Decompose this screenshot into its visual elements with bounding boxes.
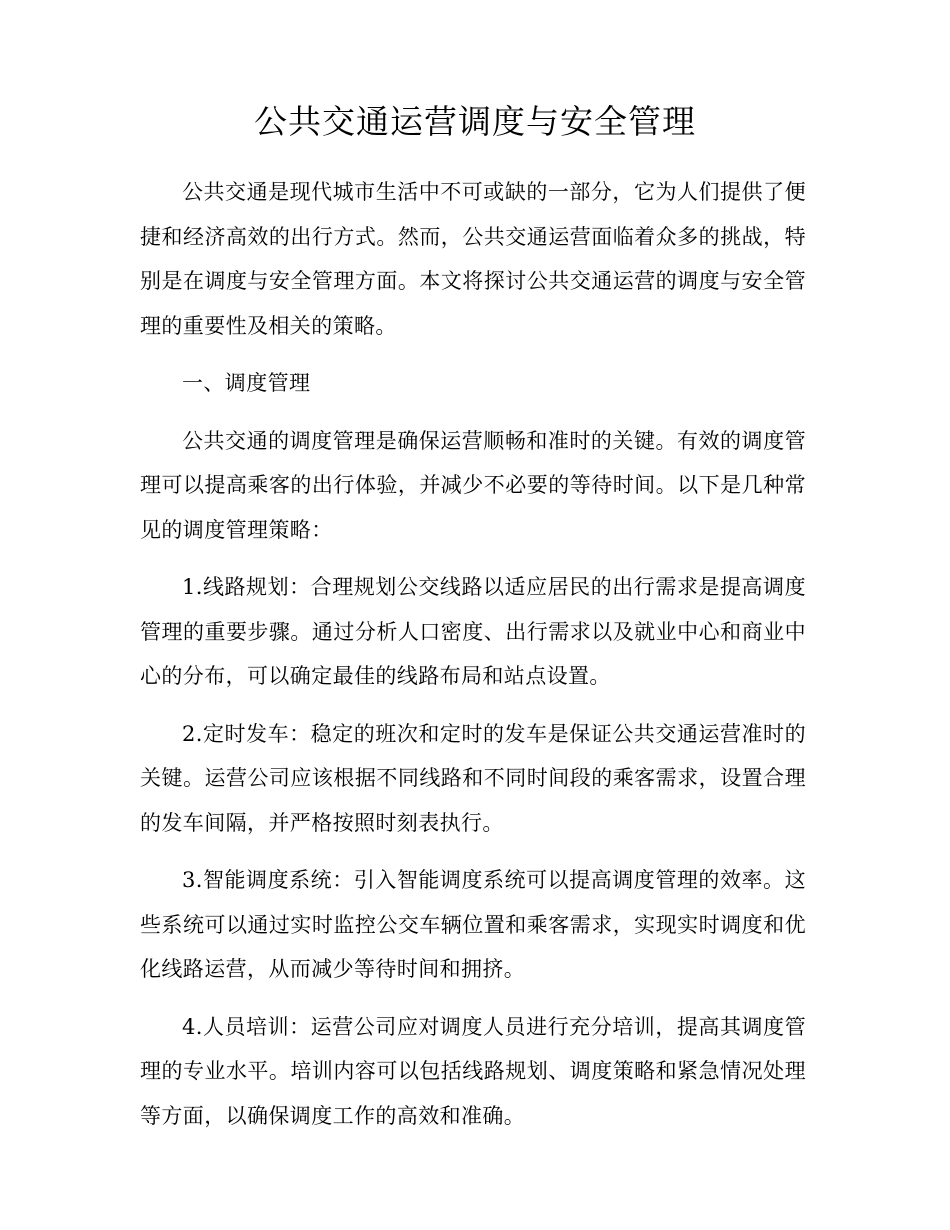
list-item-smart-dispatch: 3.智能调度系统：引入智能调度系统可以提高调度管理的效率。这些系统可以通过实时监控公交车辆位置和乘客需求，实现实时调度和优化线路运营，从而减少等待时间和拥挤。 — [140, 868, 806, 981]
document-body — [140, 170, 806, 1138]
dispatch-intro-paragraph: 公共交通的调度管理是确保运营顺畅和准时的关键。有效的调度管理可以提高乘客的出行体验，并减少不必要的等待时间。以下是几种常见的调度管理策略： — [140, 428, 806, 542]
list-item-route-planning: 1.线路规划：合理规划公交线路以适应居民的出行需求是提高调度管理的重要步骤。通过分析人口密度、出行需求以及就业中心和商业中心的分布，可以确定最佳的线路布局和站点设置。 — [140, 575, 806, 688]
section-heading-dispatch: 一、调度管理 — [182, 371, 311, 395]
list-item-staff-training: 4.人员培训：运营公司应对调度人员进行充分培训，提高其调度管理的专业水平。培训内容可以包括线路规划、调度策略和紧急情况处理等方面，以确保调度工作的高效和准确。 — [140, 1014, 806, 1128]
list-item-scheduled-departure: 2.定时发车：稳定的班次和定时的发车是保证公共交通运营准时的关键。运营公司应该根据不同线路和不同时间段的乘客需求，设置合理的发车间隔，并严格按照时刻表执行。 — [140, 721, 806, 835]
intro-paragraph: 公共交通是现代城市生活中不可或缺的一部分，它为人们提供了便捷和经济高效的出行方式。然而，公共交通运营面临着众多的挑战，特别是在调度与安全管理方面。本文将探讨公共交通运营的调度与安全管理的重要性及相关的策略。 — [140, 180, 806, 338]
document-title: 公共交通运营调度与安全管理 — [254, 102, 696, 141]
